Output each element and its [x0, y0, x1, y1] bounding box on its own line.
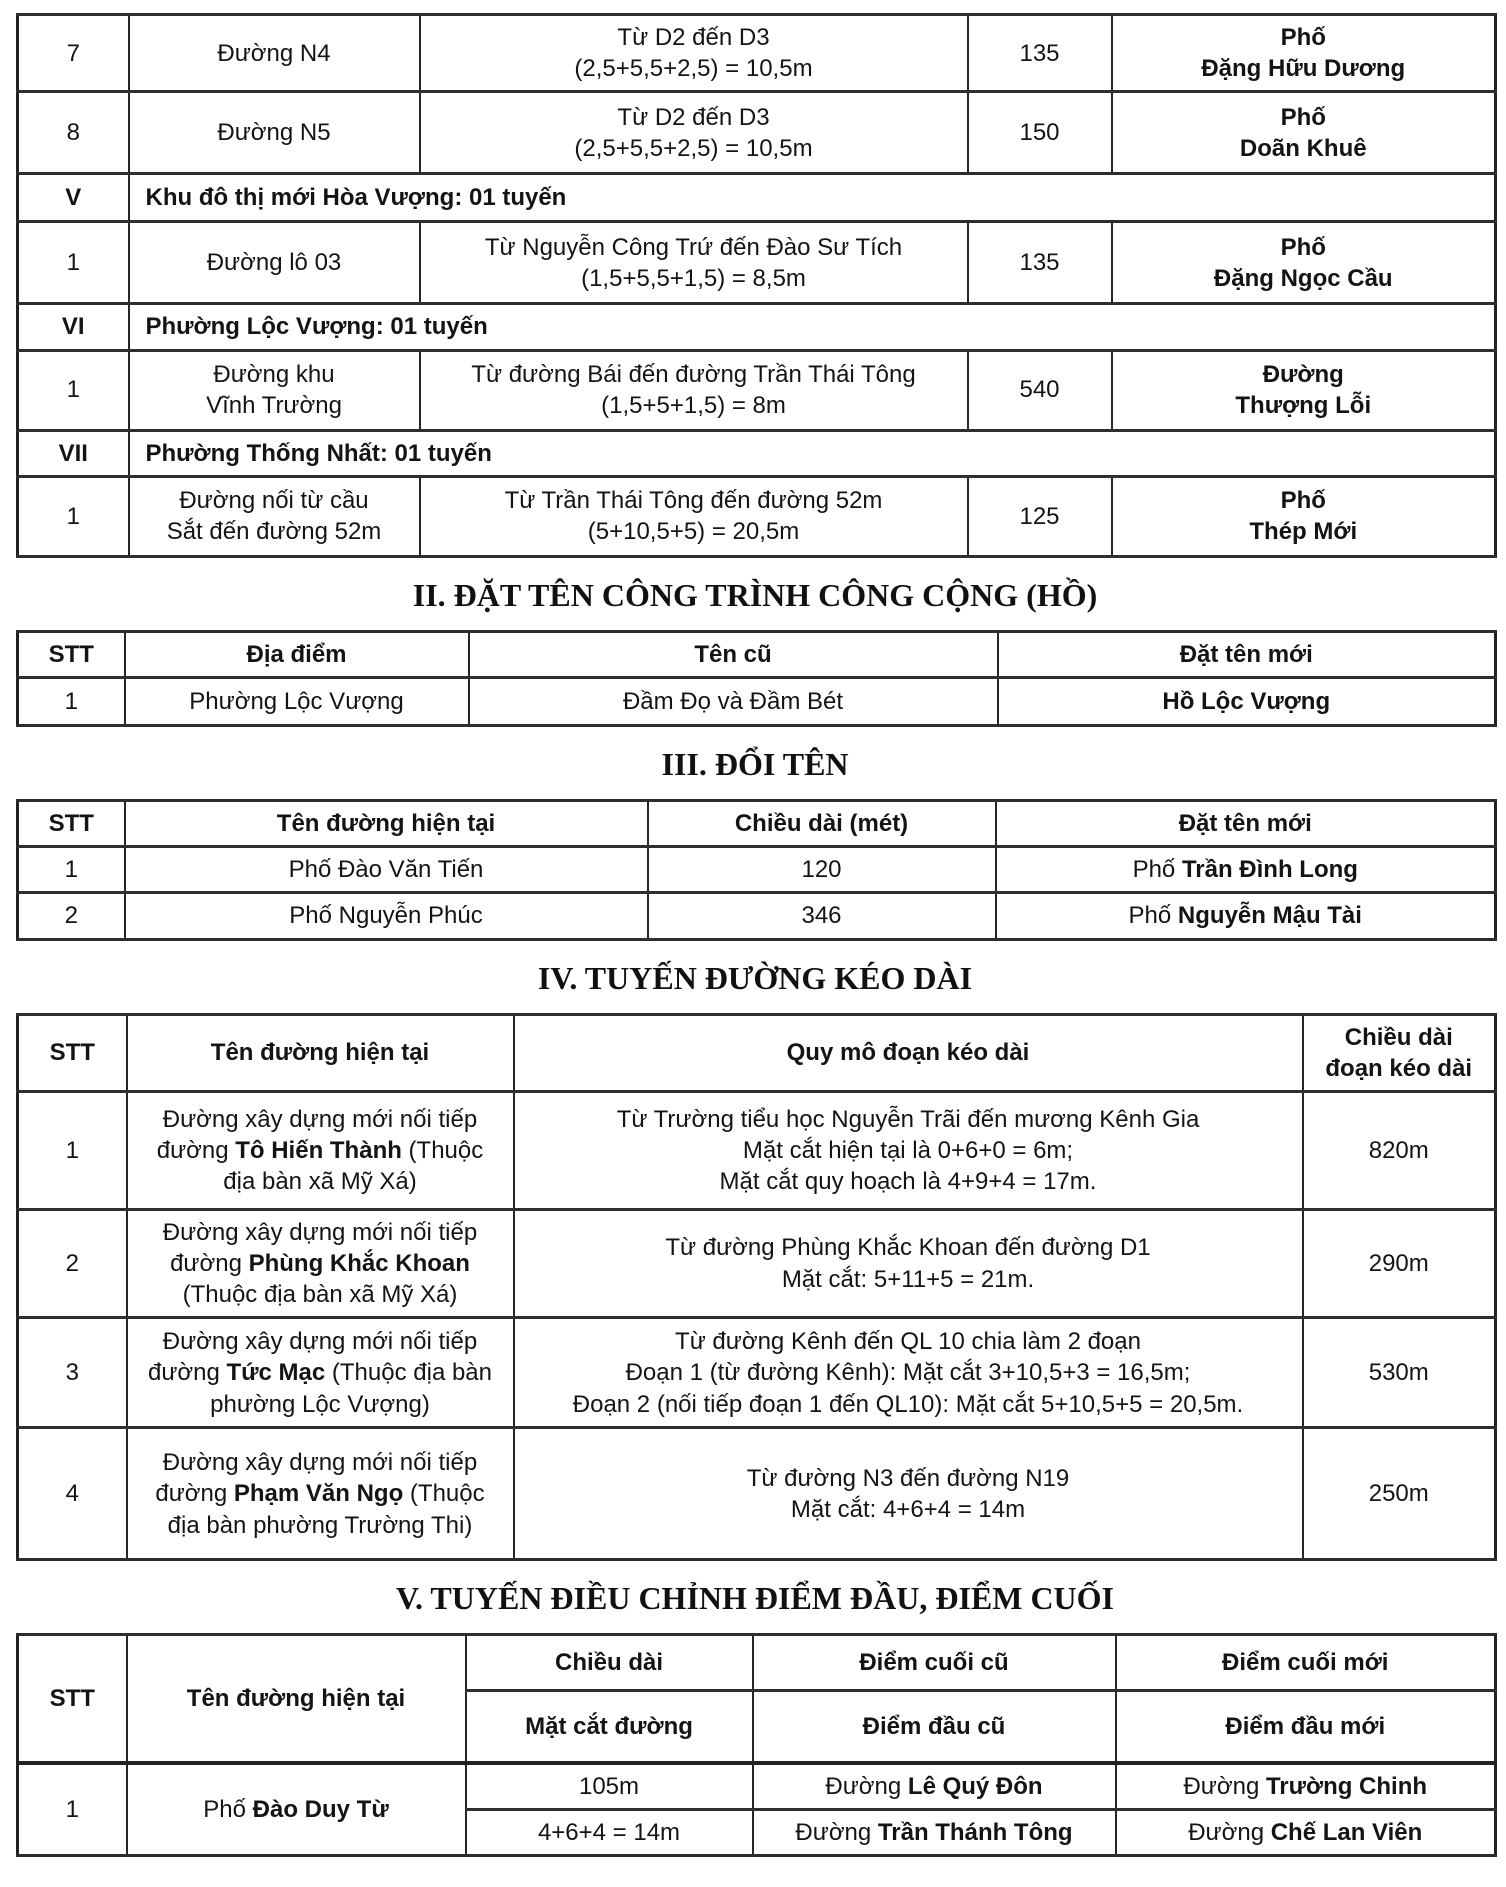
- cell-route: [420, 15, 968, 92]
- header-stt: STT: [18, 631, 125, 677]
- text-line: Đường lô 03: [206, 249, 342, 277]
- name-prefix: Phố: [203, 1796, 253, 1824]
- cell-current-name: [127, 1091, 514, 1209]
- header-stt: STT: [18, 1014, 127, 1091]
- street-endpoint-adjustment-table: [16, 1633, 1497, 1857]
- cell-current-name: [129, 222, 420, 304]
- table-row: [18, 1209, 1496, 1318]
- cell-stt: 1: [18, 222, 129, 304]
- text-line: Đặng Hữu Dương: [1201, 55, 1406, 83]
- text-line: đoạn kéo dài: [1325, 1054, 1473, 1082]
- text-line: (1,5+5+1,5) = 8m: [601, 392, 786, 420]
- text-line: (1,5+5,5+1,5) = 8,5m: [581, 264, 806, 292]
- cell-current-name: [129, 350, 420, 430]
- header-length: Chiều dài (mét): [648, 800, 996, 846]
- name-prefix: Phố: [1132, 856, 1182, 884]
- text-line: Đường N5: [217, 119, 331, 147]
- cell-route: [420, 92, 968, 174]
- cell-stt: 4: [18, 1428, 127, 1560]
- cell-length: 540: [968, 350, 1112, 430]
- street-name: Đào Duy Từ: [252, 1796, 389, 1824]
- text-line: Đoạn 1 (từ đường Kênh): Mặt cắt 3+10,5+3 = 16,5m;: [625, 1359, 1191, 1387]
- text-line: Từ Trường tiểu học Nguyễn Trãi đến mương Kênh Gia: [616, 1105, 1200, 1133]
- cell-route: [420, 222, 968, 304]
- street-name: Phạm Văn Ngọ: [233, 1480, 404, 1508]
- text-line: Phố: [1280, 487, 1326, 515]
- name-prefix: Đường xây dựng mới nối tiếp đường: [156, 1105, 478, 1164]
- header-new-name: Đặt tên mới: [998, 631, 1496, 677]
- cell-current-name: [127, 1318, 514, 1428]
- section-row: [18, 430, 1496, 476]
- cell-length: 346: [648, 893, 996, 939]
- cell-new-name: [1112, 222, 1496, 304]
- street-name: Chế Lan Viên: [1270, 1819, 1423, 1847]
- text-line: Sắt đến đường 52m: [166, 518, 382, 546]
- name-prefix: Đường: [1183, 1772, 1266, 1800]
- header-stt: STT: [18, 800, 125, 846]
- cell-extension-length: 250m: [1303, 1428, 1496, 1560]
- cell-section-label: Khu đô thị mới Hòa Vượng: 01 tuyến: [129, 174, 1496, 222]
- cell-new-name: [996, 847, 1496, 893]
- header-current-name: Tên đường hiện tại: [127, 1635, 466, 1763]
- text-line: Từ đường Phùng Khắc Khoan đến đường D1: [665, 1234, 1151, 1262]
- section-iii-title: III. ĐỔI TÊN: [661, 745, 849, 782]
- cell-extension-length: 820m: [1303, 1091, 1496, 1209]
- header-row: [18, 800, 1496, 846]
- cell-stt: 2: [18, 893, 125, 939]
- cell-section-number: V: [18, 174, 129, 222]
- text-line: Phố: [1280, 24, 1326, 51]
- cell-scope: [514, 1091, 1303, 1209]
- section-row: [18, 174, 1496, 222]
- cell-current-name: Phố Nguyễn Phúc: [125, 893, 648, 939]
- text-line: Vĩnh Trường: [206, 392, 342, 420]
- cell-old-name: Đầm Đọ và Đầm Bét: [469, 677, 998, 725]
- cell-new-name: [1112, 476, 1496, 556]
- cell-current-name: [129, 92, 420, 174]
- header-new-endpoint: Điểm cuối mới: [1116, 1635, 1496, 1691]
- text-line: Thượng Lỗi: [1235, 392, 1372, 420]
- text-line: Từ Nguyễn Công Trứ đến Đào Sư Tích: [484, 233, 903, 261]
- text-line: Doãn Khuê: [1239, 134, 1367, 162]
- table-row: [18, 1428, 1496, 1560]
- text-line: Phố: [1280, 233, 1326, 261]
- cell-stt: 1: [18, 847, 125, 893]
- cell-scope: [514, 1318, 1303, 1428]
- header-scope: Quy mô đoạn kéo dài: [514, 1014, 1303, 1091]
- header-old-name: Tên cũ: [469, 631, 998, 677]
- text-line: Đường: [1262, 360, 1344, 388]
- cell-new-name: [1112, 92, 1496, 174]
- text-line: Từ đường Kênh đến QL 10 chia làm 2 đoạn: [675, 1328, 1141, 1356]
- section-iv-title: IV. TUYẾN ĐƯỜNG KÉO DÀI: [537, 959, 973, 996]
- name-prefix: Đường xây dựng mới nối tiếp đường: [162, 1218, 478, 1278]
- text-line: (2,5+5,5+2,5) = 10,5m: [574, 55, 813, 83]
- header-extension-length: [1303, 1014, 1496, 1091]
- new-street-name: Nguyễn Mậu Tài: [1177, 902, 1362, 930]
- header-new-startpoint: Điểm đầu mới: [1116, 1691, 1496, 1763]
- name-prefix: Đường: [1188, 1819, 1271, 1847]
- table-row: [18, 222, 1496, 304]
- cell-new-name: [996, 893, 1496, 939]
- text-line: (2,5+5,5+2,5) = 10,5m: [574, 134, 813, 162]
- cell-old-endpoint: [753, 1763, 1116, 1810]
- section-ii-title: II. ĐẶT TÊN CÔNG TRÌNH CÔNG CỘNG (HỒ): [412, 576, 1098, 613]
- name-prefix: Đường xây dựng mới nối tiếp đường: [155, 1449, 478, 1508]
- text-line: Thép Mới: [1249, 518, 1358, 546]
- text-line: Từ Trần Thái Tông đến đường 52m: [504, 487, 883, 515]
- cell-stt: 1: [18, 1091, 127, 1209]
- cell-stt: 8: [18, 92, 129, 174]
- text-line: Đoạn 2 (nối tiếp đoạn 1 đến QL10): Mặt cắt 5+10,5+5 = 20,5m.: [572, 1390, 1244, 1418]
- cell-scope: [514, 1209, 1303, 1318]
- table-row: [18, 677, 1496, 725]
- table-row: [18, 15, 1496, 92]
- cell-extension-length: 530m: [1303, 1318, 1496, 1428]
- name-prefix: Phố: [1128, 902, 1178, 930]
- cell-section-label: Phường Thống Nhất: 01 tuyến: [129, 430, 1496, 476]
- text-line: (5+10,5+5) = 20,5m: [587, 518, 800, 546]
- cell-new-endpoint: [1116, 1763, 1496, 1810]
- cell-new-name: Hồ Lộc Vượng: [998, 677, 1496, 725]
- cell-stt: 2: [18, 1209, 127, 1318]
- cell-section-number: VI: [18, 304, 129, 350]
- cell-length: 135: [968, 15, 1112, 92]
- cell-length: 120: [648, 847, 996, 893]
- cell-current-name: [127, 1209, 514, 1318]
- public-works-naming-table: [16, 630, 1497, 727]
- name-prefix: Đường xây dựng mới nối tiếp đường: [147, 1328, 478, 1387]
- text-line: Mặt cắt hiện tại là 0+6+0 = 6m;: [742, 1136, 1074, 1164]
- table-row: [18, 350, 1496, 430]
- cell-section-number: VII: [18, 430, 129, 476]
- header-row: [18, 1635, 1496, 1691]
- text-line: Mặt cắt: 4+6+4 = 14m: [790, 1495, 1026, 1523]
- table-row: [18, 1763, 1496, 1810]
- header-stt: STT: [18, 1635, 127, 1763]
- cell-stt: 1: [18, 677, 125, 725]
- cell-stt: 1: [18, 350, 129, 430]
- cell-extension-length: 290m: [1303, 1209, 1496, 1318]
- table-row: [18, 1091, 1496, 1209]
- text-line: Từ đường Bái đến đường Trần Thái Tông: [471, 360, 916, 388]
- street-renaming-table: [16, 799, 1497, 941]
- cell-length: 105m: [466, 1763, 753, 1810]
- name-suffix: (Thuộc địa bàn xã Mỹ Xá): [182, 1281, 458, 1309]
- text-line: Đường nối từ cầu: [179, 487, 369, 515]
- cell-current-name: [127, 1763, 466, 1856]
- cell-current-name: [129, 15, 420, 92]
- section-row: [18, 304, 1496, 350]
- cell-current-name: [127, 1428, 514, 1560]
- text-line: Chiều dài: [1344, 1023, 1453, 1051]
- text-line: Từ đường N3 đến đường N19: [746, 1464, 1070, 1492]
- header-place: Địa điểm: [125, 631, 469, 677]
- cell-section-label: Phường Lộc Vượng: 01 tuyến: [129, 304, 1496, 350]
- cell-length: 135: [968, 222, 1112, 304]
- cell-current-name: Phố Đào Văn Tiến: [125, 847, 648, 893]
- street-name: Trường Chinh: [1265, 1772, 1428, 1800]
- street-extension-table: [16, 1013, 1497, 1562]
- name-prefix: Đường: [795, 1819, 878, 1847]
- cell-new-startpoint: [1116, 1810, 1496, 1856]
- header-cross-section: Mặt cắt đường: [466, 1691, 753, 1763]
- street-name: Lê Quý Đôn: [907, 1772, 1043, 1800]
- table-row: [18, 476, 1496, 556]
- table-row: [18, 847, 1496, 893]
- text-line: Đường N4: [217, 39, 331, 67]
- text-line: Từ D2 đến D3: [617, 24, 770, 51]
- text-line: Mặt cắt quy hoạch là 4+9+4 = 17m.: [719, 1167, 1097, 1195]
- header-row: [18, 631, 1496, 677]
- text-line: Đặng Ngọc Cầu: [1213, 264, 1393, 292]
- street-name: Phùng Khắc Khoan: [248, 1250, 470, 1278]
- table-row: [18, 1318, 1496, 1428]
- cell-place: Phường Lộc Vượng: [125, 677, 469, 725]
- cell-route: [420, 350, 968, 430]
- text-line: Mặt cắt: 5+11+5 = 21m.: [781, 1265, 1035, 1293]
- cell-old-startpoint: [753, 1810, 1116, 1856]
- street-name: Tô Hiến Thành: [235, 1136, 402, 1164]
- section-v-title: V. TUYẾN ĐIỀU CHỈNH ĐIỂM ĐẦU, ĐIỂM CUỐI: [396, 1580, 1114, 1617]
- header-new-name: Đặt tên mới: [996, 800, 1496, 846]
- header-old-endpoint: Điểm cuối cũ: [753, 1635, 1116, 1691]
- table-row: [18, 893, 1496, 939]
- header-old-startpoint: Điểm đầu cũ: [753, 1691, 1116, 1763]
- cell-current-name: [129, 476, 420, 556]
- header-row: [18, 1014, 1496, 1091]
- text-line: Từ D2 đến D3: [617, 103, 770, 131]
- cell-stt: 1: [18, 476, 129, 556]
- new-street-name: Trần Đình Long: [1181, 856, 1358, 884]
- cell-length: 125: [968, 476, 1112, 556]
- cell-scope: [514, 1428, 1303, 1560]
- text-line: Phố: [1280, 103, 1326, 131]
- header-current-name: Tên đường hiện tại: [125, 800, 648, 846]
- street-name: Tức Mạc: [226, 1359, 326, 1387]
- name-suffix: (Thuộc địa bàn phường Lộc Vượng): [210, 1359, 493, 1418]
- cell-stt: 1: [18, 1763, 127, 1856]
- cell-length: 150: [968, 92, 1112, 174]
- street-name: Trần Thánh Tông: [877, 1819, 1073, 1847]
- cell-stt: 7: [18, 15, 129, 92]
- cell-stt: 3: [18, 1318, 127, 1428]
- cell-cross-section: 4+6+4 = 14m: [466, 1810, 753, 1856]
- name-suffix: (Thuộc địa bàn xã Mỹ Xá): [223, 1136, 484, 1195]
- name-prefix: Đường: [825, 1772, 908, 1800]
- header-current-name: Tên đường hiện tại: [127, 1014, 514, 1091]
- header-length: Chiều dài: [466, 1635, 753, 1691]
- text-line: Đường khu: [213, 360, 335, 388]
- table-row: [18, 92, 1496, 174]
- cell-route: [420, 476, 968, 556]
- cell-new-name: [1112, 350, 1496, 430]
- name-suffix: (Thuộc địa bàn phường Trường Thi): [167, 1480, 485, 1539]
- street-naming-table: [16, 13, 1497, 558]
- cell-new-name: [1112, 15, 1496, 92]
